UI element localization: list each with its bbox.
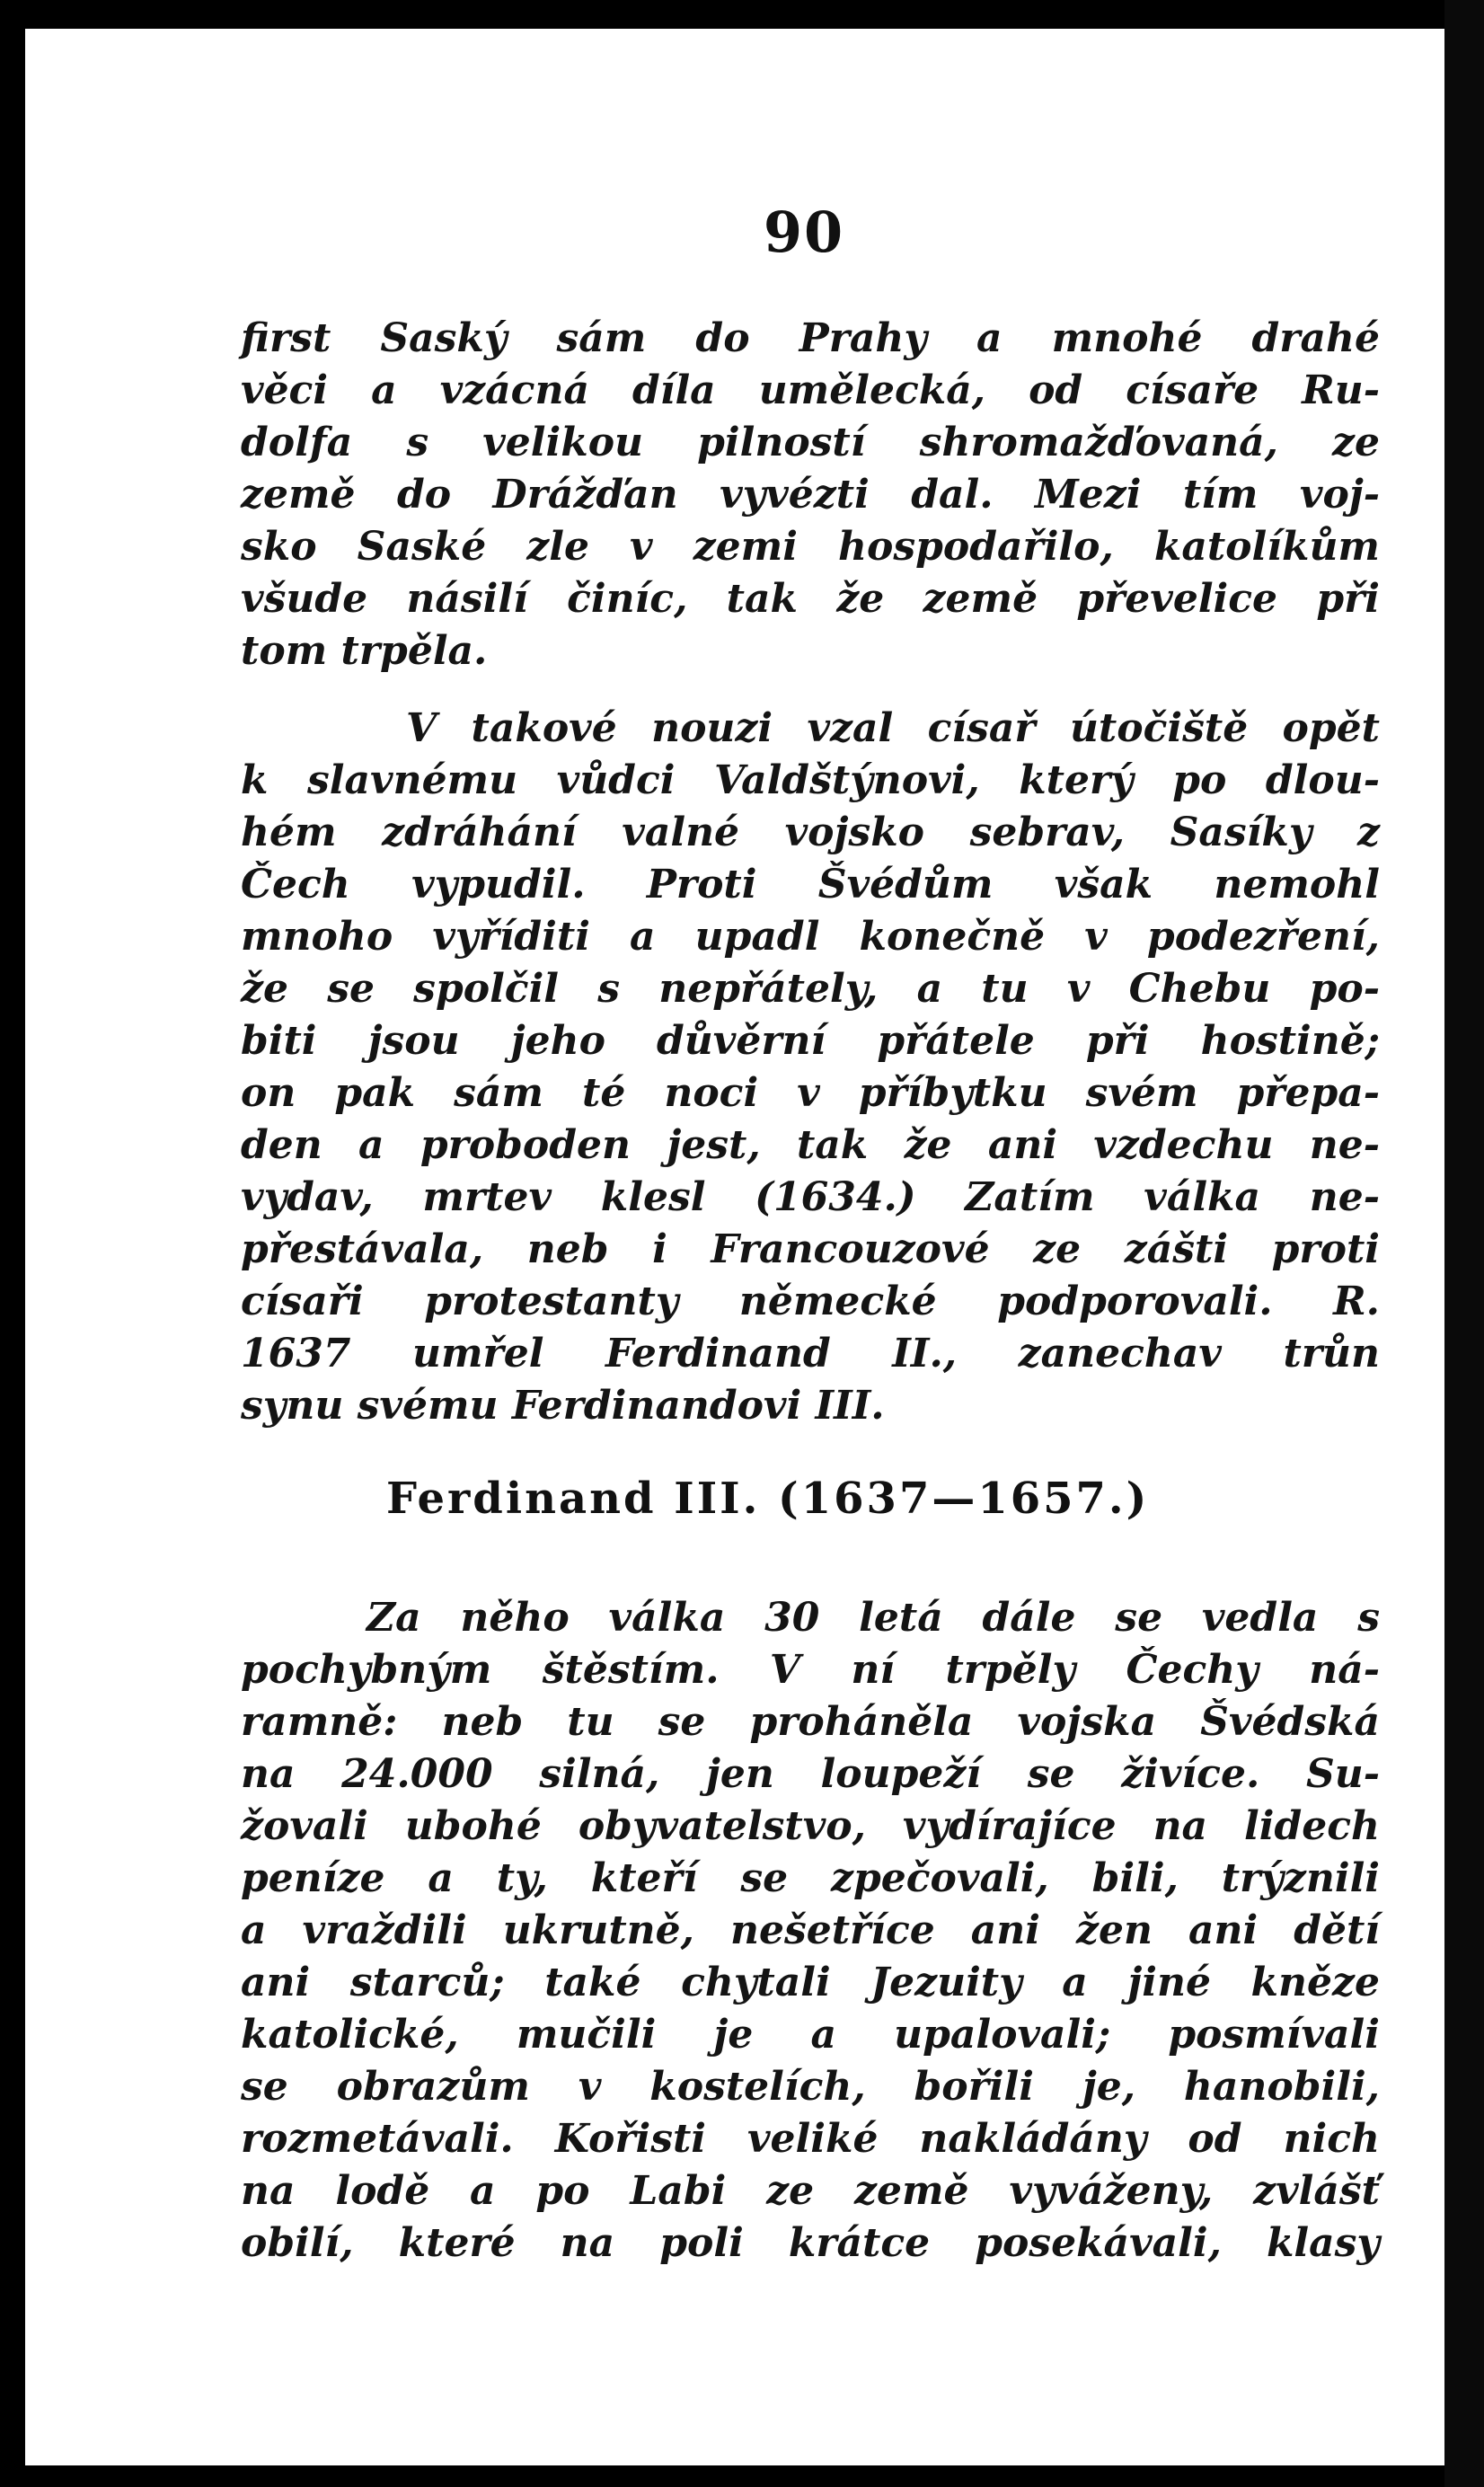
text-line: sko Saské zle v zemi hospodařilo, katolíkům bbox=[241, 524, 1380, 570]
text-line: k slavnému vůdci Valdštýnovi, který po dlou- bbox=[241, 757, 1380, 803]
text-line: mnoho vyříditi a upadl konečně v podezření, bbox=[241, 914, 1380, 960]
text-line: biti jsou jeho důvěrní přátele při hostině; bbox=[241, 1018, 1380, 1064]
text-line: on pak sám té noci v příbytku svém přepa- bbox=[241, 1070, 1380, 1116]
paragraph-1 bbox=[241, 313, 1380, 677]
text-line: a vraždili ukrutně, nešetříce ani žen ani dětí bbox=[241, 1907, 1380, 1953]
text-line: V takové nouzi vzal císař útočiště opět bbox=[406, 705, 1380, 751]
text-line: den a proboden jest, tak že ani vzdechu ne- bbox=[241, 1122, 1380, 1168]
text-line: katolické, mučili je a upalovali; posmívali bbox=[241, 2012, 1380, 2058]
text-line: 1637 umřel Ferdinand II., zanechav trůn bbox=[241, 1331, 1380, 1376]
text-line: synu svému Ferdinandovi III. bbox=[241, 1383, 885, 1429]
text-line: císaři protestanty německé podporovali. R. bbox=[241, 1279, 1380, 1324]
text-line: peníze a ty, kteří se zpečovali, bili, trýznili bbox=[241, 1855, 1380, 1901]
text-line: na 24.000 silná, jen loupeží se živíce. Su- bbox=[241, 1751, 1380, 1797]
page-edge-shadow bbox=[1444, 0, 1484, 2487]
paragraph-2 bbox=[241, 703, 1380, 1432]
page-number: 90 bbox=[763, 199, 845, 265]
text-line: Za něho válka 30 letá dále se vedla s bbox=[367, 1595, 1380, 1641]
text-line: že se spolčil s nepřátely, a tu v Chebu po- bbox=[241, 966, 1380, 1012]
text-line: vydav, mrtev klesl (1634.) Zatím válka ne- bbox=[241, 1174, 1380, 1220]
text-line: pochybným štěstím. V ní trpěly Čechy ná- bbox=[241, 1647, 1380, 1693]
text-line: ani starců; také chytali Jezuity a jiné kněze bbox=[241, 1960, 1380, 2005]
text-line: na lodě a po Labi ze země vyváženy, zvlášť bbox=[241, 2168, 1380, 2214]
text-line: ramně: neb tu se proháněla vojska Švédská bbox=[241, 1699, 1380, 1745]
text-line: rozmetávali. Kořisti veliké nakládány od nich bbox=[241, 2116, 1380, 2162]
text-line: Čech vypudil. Proti Švédům však nemohl bbox=[241, 862, 1380, 907]
text-line: věci a vzácná díla umělecká, od císaře Ru- bbox=[241, 367, 1380, 413]
section-heading: Ferdinand III. (1637—1657.) bbox=[386, 1474, 1150, 1524]
text-line: žovali ubohé obyvatelstvo, vydírajíce na lidech bbox=[241, 1803, 1380, 1849]
text-line: hém zdráhání valné vojsko sebrav, Sasíky z bbox=[241, 810, 1380, 855]
text-line: dolfa s velikou pilností shromažďovaná, ze bbox=[241, 420, 1380, 465]
text-line: všude násilí činíc, tak že země převelice při bbox=[241, 576, 1380, 622]
text-line: se obrazům v kostelích, bořili je, hanobili, bbox=[241, 2064, 1380, 2110]
text-line: tom trpěla. bbox=[241, 628, 488, 674]
text-line: země do Drážďan vyvézti dal. Mezi tím voj- bbox=[241, 472, 1380, 518]
text-line: first Saský sám do Prahy a mnohé drahé bbox=[241, 315, 1380, 361]
text-line: přestávala, neb i Francouzové ze zášti proti bbox=[241, 1226, 1380, 1272]
paragraph-3 bbox=[241, 1592, 1380, 2270]
text-line: obilí, které na poli krátce posekávali, klasy bbox=[241, 2220, 1380, 2266]
